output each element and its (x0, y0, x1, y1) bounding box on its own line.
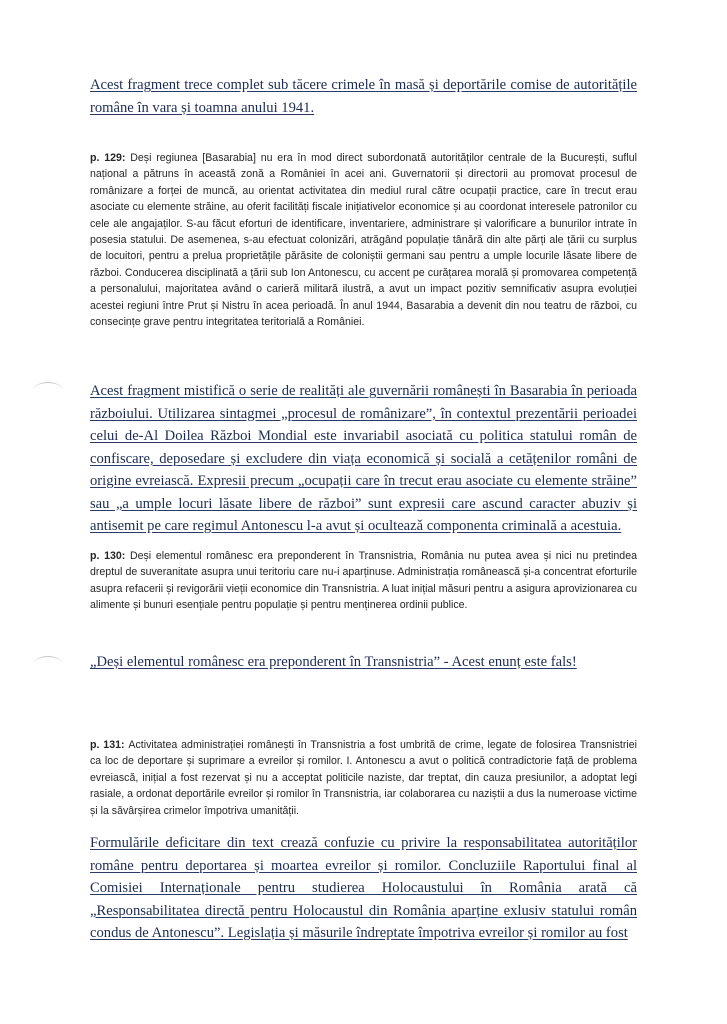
page-ref-p130: p. 130 (90, 550, 122, 562)
review-comment-p131: Formulările deficitare din text crează confuzie cu privire la responsabilitatea autorităților române pentru deportarea și moartea evreilor și romilor. Concluziile Raportului final al Comisiei Internaționale pentru studierea Holocaustului în România arată că „Responsabilitatea directă pentru Holocaustul din România aparține exlusiv statului român condus de Antonescu”. Legislația și măsurile îndreptate împotriva evreilor și romilor au fost (90, 835, 637, 941)
review-comment-1941: Acest fragment trece complet sub tăcere crimele în masă și deportările comise de autoritățile române în vara și toamna anului 1941. (90, 77, 637, 116)
review-comment-p130: „Deși elementul românesc era preponderent în Transnistria” - Acest enunț este fals! (90, 654, 577, 670)
review-comment-p129: Acest fragment mistifică o serie de realități ale guvernării românești în Basarabia în perioada războiului. Utilizarea sintagmei „procesul de românizare”, în contextul prezentării perioadei celui de-Al Doilea Război Mondial este invariabil asociată cu politica statului român de confiscare, deposedare și excludere din viața economică și socială a cetățenilor români de origine evreiască. Expresii precum „ocupații care în trecut erau asociate cu elemente străine” sau „a umple locuri lăsate libere de război” sunt expresii care ascund caracter abuziv și antisemit pe care regimul Antonescu l-a avut și oculteazǎ componenta criminală a acestuia. (90, 383, 637, 534)
page-ref-p129: p. 129 (90, 152, 122, 164)
quote-p129: p. 129: Deși regiunea [Basarabia] nu era în mod direct subordonată autorităților centrale de la București, suflul național a pătruns în această zonă a României în acei ani. Guvernatorii și directorii au promovat procesul de românizare a forței de muncă, au orientat activitatea din mediul rural către ocupații practice, care în trecut erau asociate cu elemente străine, au oferit facilități fiscale inițiativelor economice și au coordonat interesele patronilor cu cele ale angajaților. S-au făcut eforturi de identificare, inventariere, administrare și valorificare a bunurilor intrate în posesia statului. De asemenea, s-au efectuat colonizări, atrăgând populație tânără din alte părți ale țării cu surplus de locuitori, pentru a prelua proprietățile părăsite de coloniștii germani sau pentru a umple locurile lăsate libere de război. Conducerea disciplinată a țării sub Ion Antonescu, cu accent pe curățarea morală și promovarea competență a personalului, majoritatea având o carieră militară ilustră, a avut un impact pozitiv semnificativ asupra evoluției acestei regiuni între Prut și Nistru în acea perioadă. În anul 1944, Basarabia a devenit din nou teatru de război, cu consecințe grave pentru integritatea teritorială a României. (90, 152, 637, 329)
quote-text-p129: Deși regiunea [Basarabia] nu era în mod direct subordonată autorităților centrale de la București, suflul național a pătruns în această zonă a României în acei ani. Guvernatorii și directorii au promovat procesul de românizare a forței de muncă, au orientat activitatea din mediul rural către ocupații practice, care în trecut erau asociate cu elemente străine, au oferit facilități fiscale inițiativelor economice și au coordonat interesele patronilor cu cele ale angajaților. S-au făcut eforturi de identificare, inventariere, administrare și valorificare a bunurilor intrate în posesia statului. De asemenea, s-au efectuat colonizări, atrăgând populație tânără din alte părți ale țării cu surplus de locuitori, pentru a prelua proprietățile părăsite de coloniștii germani sau pentru a umple locurile lăsate libere de război. Conducerea disciplinată a țării sub Ion Antonescu, cu accent pe curățarea morală și promovarea competență a personalului, majoritatea având o carieră militară ilustră, a avut un impact pozitiv semnificativ asupra evoluției acestei regiuni între Prut și Nistru în acea perioadă. În anul 1944, Basarabia a devenit din nou teatru de război, cu consecințe grave pentru integritatea teritorială a României. (90, 152, 637, 329)
page-ref-p131: p. 131 (90, 739, 121, 751)
quote-text-p131: Activitatea administrației românești în Transnistria a fost umbrită de crime, legate de folosirea Transnistriei ca loc de deportare și suprimare a evreilor și romilor. I. Antonescu a avut o politică contradictorie față de problema evreiască, inițial a fost rezervat și nu a acceptat politicile naziste, dar treptat, din cauza presiunilor, a adoptat legi rasiale, a ordonat deportările evreilor și romilor în Transnistria, iar colaborarea cu naziștii a dus la numeroase victime și la săvârșirea crimelor împotriva umanității. (90, 739, 637, 817)
quote-text-p130: Deși elementul românesc era preponderent în Transnistria, România nu putea avea și nici nu pretindea dreptul de suveranitate asupra unui teritoriu care nu-i aparținuse. Administrația românească și-a concentrat eforturile asupra refacerii și revigorării vieții economice din Transnistria. A luat inițial măsuri pentru a asigura aprovizionarea cu alimente și bunuri esențiale pentru populație și pentru menținerea ordinii publice. (90, 550, 637, 612)
margin-mark (34, 382, 62, 397)
quote-p131: p. 131: Activitatea administrației românești în Transnistria a fost umbrită de crime, legate de folosirea Transnistriei ca loc de deportare și suprimare a evreilor și romilor. I. Antonescu a avut o politică contradictorie față de problema evreiască, inițial a fost rezervat și nu a acceptat politicile naziste, dar treptat, din cauza presiunilor, a adoptat legi rasiale, a ordonat deportările evreilor și romilor în Transnistria, iar colaborarea cu naziștii a dus la numeroase victime și la săvârșirea crimelor împotriva umanității. (90, 739, 637, 817)
margin-mark (34, 656, 62, 671)
quote-p130: p. 130: Deși elementul românesc era preponderent în Transnistria, România nu putea avea și nici nu pretindea dreptul de suveranitate asupra unui teritoriu care nu-i aparținuse. Administrația românească și-a concentrat eforturile asupra refacerii și revigorării vieții economice din Transnistria. A luat inițial măsuri pentru a asigura aprovizionarea cu alimente și bunuri esențiale pentru populație și pentru menținerea ordinii publice. (90, 550, 637, 612)
